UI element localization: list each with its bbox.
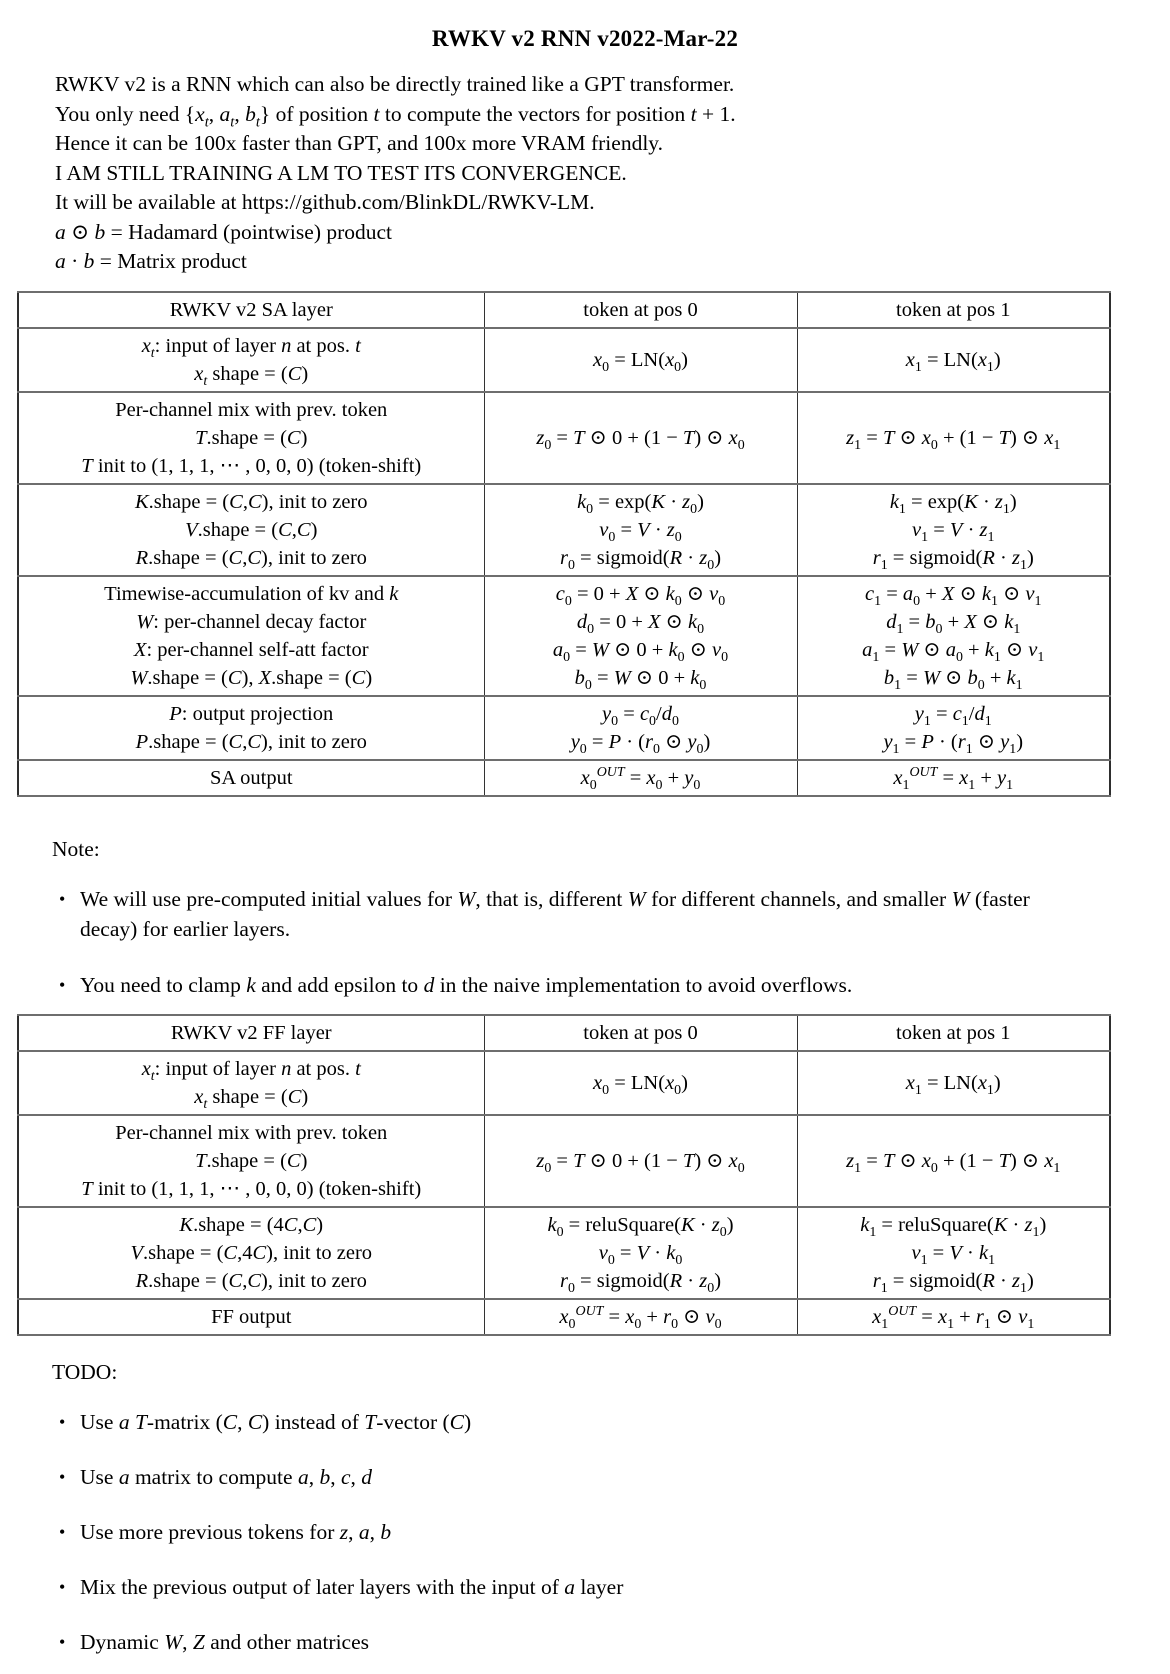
formula-line: $a_1 = W$ ⊙ $a_0 + k_1$ ⊙ $v_1$	[862, 638, 1045, 665]
formula-line: $v_1 = V \cdot z_1$	[912, 518, 995, 545]
pos1-cell	[797, 696, 1110, 760]
todo-item-text: Use more previous tokens for z, a, b	[80, 1519, 392, 1544]
header-cell-pos1: token at pos 1	[797, 1015, 1110, 1051]
formula-line: $d_1 = b_0 + X$ ⊙ $k_1$	[886, 610, 1021, 637]
formula-line: $y_0 = P \cdot (r_0$ ⊙ $y_0$)	[570, 730, 711, 757]
todo-item	[54, 1627, 1114, 1657]
todo-item-text: Mix the previous output of later layers with the input of a layer	[80, 1574, 624, 1599]
intro-line: RWKV v2 is a RNN which can also be directly trained like a GPT transformer.	[55, 72, 735, 96]
formula-line: $d_0 = 0 + X$ ⊙ $k_0$	[576, 610, 705, 637]
todo-item	[54, 1407, 1114, 1437]
formula-line: $r_1$ = sigmoid(R · $z_1$)	[872, 1269, 1034, 1296]
header-cell-layer: RWKV v2 FF layer	[18, 1015, 484, 1051]
pos0-cell	[484, 1207, 797, 1299]
todo-section	[0, 1360, 1170, 1657]
intro-paragraph	[55, 70, 1116, 277]
label-line: Per-channel mix with prev. token	[115, 398, 388, 421]
formula-line: $k_1$ = reluSquare(K · $z_1$)	[860, 1213, 1047, 1240]
pos1-cell	[797, 392, 1110, 484]
intro-line: a · b = Matrix product	[55, 249, 247, 273]
label-line: W: per-channel decay factor	[136, 610, 367, 633]
label-line: V.shape = (C,4C), init to zero	[130, 1241, 373, 1264]
intro-line: a ⊙ b = Hadamard (pointwise) product	[55, 219, 393, 244]
label-cell	[18, 328, 484, 392]
formula-line: $k_0$ = reluSquare(K · $z_0$)	[547, 1213, 734, 1240]
label-cell	[18, 392, 484, 484]
pos0-cell	[484, 1115, 797, 1207]
formula-line: $k_0 = \exp(K \cdot z_0)$	[577, 490, 704, 517]
formula-line: $x_1^{OUT} = x_1 + y_1$	[893, 764, 1014, 793]
bullet-icon: •	[59, 1576, 66, 1597]
formula-line: $r_0$ = sigmoid(R · $z_0$)	[559, 546, 722, 573]
pos1-cell	[797, 328, 1110, 392]
formula-line: $y_0 = c_0/d_0$	[602, 702, 679, 729]
formula-line: $z_1 = T$ ⊙ $x_0 + (1 - T)$ ⊙ $x_1$	[846, 1149, 1061, 1176]
note-item	[54, 970, 1080, 1000]
formula-line: $x_1^{OUT} = x_1 + r_1$ ⊙ $v_1$	[872, 1303, 1035, 1332]
header-cell-pos1: token at pos 1	[797, 292, 1110, 328]
pos0-cell	[484, 328, 797, 392]
label-line: P: output projection	[169, 702, 334, 725]
label-cell	[18, 1299, 484, 1335]
pos1-cell	[797, 1051, 1110, 1115]
label-line: T.shape = (C)	[195, 1149, 308, 1172]
formula-line: $z_1 = T$ ⊙ $x_0 + (1 - T)$ ⊙ $x_1$	[846, 426, 1061, 453]
bullet-icon: •	[59, 974, 66, 995]
pos1-cell	[797, 1299, 1110, 1335]
table-row	[18, 1051, 1110, 1115]
header-cell-pos0: token at pos 0	[484, 292, 797, 328]
formula-line: $x_1 = LN(x_1)$	[905, 348, 1001, 375]
todo-item-text: Use a T-matrix (C, C) instead of T-vector (C)	[80, 1409, 472, 1434]
label-line: P.shape = (C,C), init to zero	[135, 730, 367, 753]
label-line: X: per-channel self-att factor	[133, 638, 369, 661]
label-cell	[18, 484, 484, 576]
formula-line: $r_1$ = sigmoid(R · $z_1$)	[872, 546, 1034, 573]
table-row	[18, 1115, 1110, 1207]
intro-line: I AM STILL TRAINING A LM TO TEST ITS CONVERGENCE.	[55, 160, 627, 185]
table-row	[18, 392, 1110, 484]
todo-item	[54, 1517, 1114, 1547]
todo-item	[54, 1462, 1114, 1492]
pos1-cell	[797, 484, 1110, 576]
label-cell	[18, 696, 484, 760]
pos0-cell	[484, 576, 797, 696]
bullet-icon: •	[59, 1411, 66, 1432]
label-cell	[18, 1115, 484, 1207]
label-line: T.shape = (C)	[195, 426, 308, 449]
label-line: $x_t$ shape = (C)	[194, 362, 309, 389]
sa-layer-table	[17, 291, 1111, 797]
formula-line: $k_1 = \exp(K \cdot z_1)$	[889, 490, 1017, 517]
formula-line: $b_1 = W$ ⊙ $b_0 + k_1$	[883, 666, 1023, 693]
bullet-icon: •	[59, 1521, 66, 1542]
todo-item-text: Dynamic W, Z and other matrices	[80, 1629, 369, 1654]
pos1-cell	[797, 576, 1110, 696]
formula-line: $c_1 = a_0 + X$ ⊙ $k_1$ ⊙ $v_1$	[865, 582, 1042, 609]
formula-line: $b_0 = W$ ⊙ $0 + k_0$	[574, 666, 707, 693]
note-item-text: We will use pre-computed initial values for W, that is, different W for different channels, and smaller W (faster decay) for earlier layers.	[80, 886, 1030, 941]
pos1-cell	[797, 1115, 1110, 1207]
table-row	[18, 696, 1110, 760]
label-line: V.shape = (C,C)	[185, 518, 318, 541]
note-section	[0, 837, 1170, 1000]
table-header-row	[18, 1015, 1110, 1051]
pos0-cell	[484, 1051, 797, 1115]
formula-line: $v_0 = V \cdot k_0$	[598, 1241, 683, 1268]
intro-line: It will be available at https://github.com/BlinkDL/RWKV-LM.	[55, 190, 595, 214]
label-line: K.shape = (4C,C)	[179, 1213, 324, 1236]
table-header-row	[18, 292, 1110, 328]
table-row	[18, 1207, 1110, 1299]
header-cell-pos0: token at pos 0	[484, 1015, 797, 1051]
bullet-icon: •	[59, 1466, 66, 1487]
label-cell	[18, 760, 484, 796]
formula-line: $r_0$ = sigmoid(R · $z_0$)	[559, 1269, 722, 1296]
label-line: FF output	[211, 1305, 292, 1328]
pos1-cell	[797, 1207, 1110, 1299]
label-cell	[18, 1051, 484, 1115]
table-row	[18, 760, 1110, 796]
label-line: SA output	[209, 766, 293, 789]
table-row	[18, 1299, 1110, 1335]
label-line: T init to (1, 1, 1, ⋯ , 0, 0, 0) (token-shift)	[81, 454, 422, 477]
table-row	[18, 484, 1110, 576]
formula-line: $y_1 = P \cdot (r_1$ ⊙ $y_1$)	[883, 730, 1024, 757]
label-cell	[18, 1207, 484, 1299]
bullet-icon: •	[59, 888, 66, 909]
note-item	[54, 884, 1080, 944]
label-line: R.shape = (C,C), init to zero	[135, 546, 367, 569]
formula-line: $v_0 = V \cdot z_0$	[599, 518, 682, 545]
label-line: T init to (1, 1, 1, ⋯ , 0, 0, 0) (token-shift)	[81, 1177, 422, 1200]
note-heading: Note:	[52, 836, 100, 861]
bullet-icon: •	[59, 1631, 66, 1652]
pos1-cell	[797, 760, 1110, 796]
table-row	[18, 576, 1110, 696]
pos0-cell	[484, 760, 797, 796]
formula-line: $z_0 = T$ ⊙ 0 + (1 − T) ⊙ $x_0$	[536, 1149, 745, 1176]
formula-line: $v_1 = V \cdot k_1$	[911, 1241, 996, 1268]
label-line: $x_t$: input of layer n at pos. t	[141, 1057, 361, 1084]
ff-layer-table	[17, 1014, 1111, 1336]
label-line: Per-channel mix with prev. token	[115, 1121, 388, 1144]
label-line: Timewise-accumulation of kv and k	[104, 582, 399, 605]
label-line: W.shape = (C), X.shape = (C)	[130, 666, 373, 689]
pos0-cell	[484, 696, 797, 760]
todo-item	[54, 1572, 1114, 1602]
todo-heading: TODO:	[52, 1359, 118, 1384]
formula-line: $x_0^{OUT} = x_0 + r_0$ ⊙ $v_0$	[559, 1303, 722, 1332]
formula-line: $z_0 = T$ ⊙ 0 + (1 − T) ⊙ $x_0$	[536, 426, 745, 453]
todo-item-text: Use a matrix to compute a, b, c, d	[80, 1464, 372, 1489]
formula-line: $x_1 = LN(x_1)$	[905, 1071, 1001, 1098]
formula-line: $c_0 = 0 + X$ ⊙ $k_0$ ⊙ $v_0$	[555, 582, 726, 609]
intro-line: You only need {$x_t$, $a_t$, $b_t$} of position t to compute the vectors for position t + 1.	[55, 101, 736, 130]
label-line: R.shape = (C,C), init to zero	[135, 1269, 367, 1292]
label-line: $x_t$ shape = (C)	[194, 1085, 309, 1112]
table-row	[18, 328, 1110, 392]
page-title: RWKV v2 RNN v2022-Mar-22	[431, 26, 739, 51]
intro-line: Hence it can be 100x faster than GPT, and 100x more VRAM friendly.	[55, 131, 664, 155]
formula-line: $x_0 = LN(x_0)$	[593, 348, 688, 375]
pos0-cell	[484, 1299, 797, 1335]
label-cell	[18, 576, 484, 696]
formula-line: $a_0 = W$ ⊙ $0 + k_0$ ⊙ $v_0$	[552, 638, 729, 665]
formula-line: $x_0^{OUT} = x_0 + y_0$	[580, 764, 701, 793]
formula-line: $y_1 = c_1/d_1$	[914, 702, 992, 729]
header-cell-layer: RWKV v2 SA layer	[18, 292, 484, 328]
label-line: K.shape = (C,C), init to zero	[134, 490, 368, 513]
pos0-cell	[484, 484, 797, 576]
pos0-cell	[484, 392, 797, 484]
note-item-text: You need to clamp k and add epsilon to d in the naive implementation to avoid overflows.	[80, 972, 853, 997]
label-line: $x_t$: input of layer n at pos. t	[141, 334, 361, 361]
formula-line: $x_0 = LN(x_0)$	[593, 1071, 688, 1098]
